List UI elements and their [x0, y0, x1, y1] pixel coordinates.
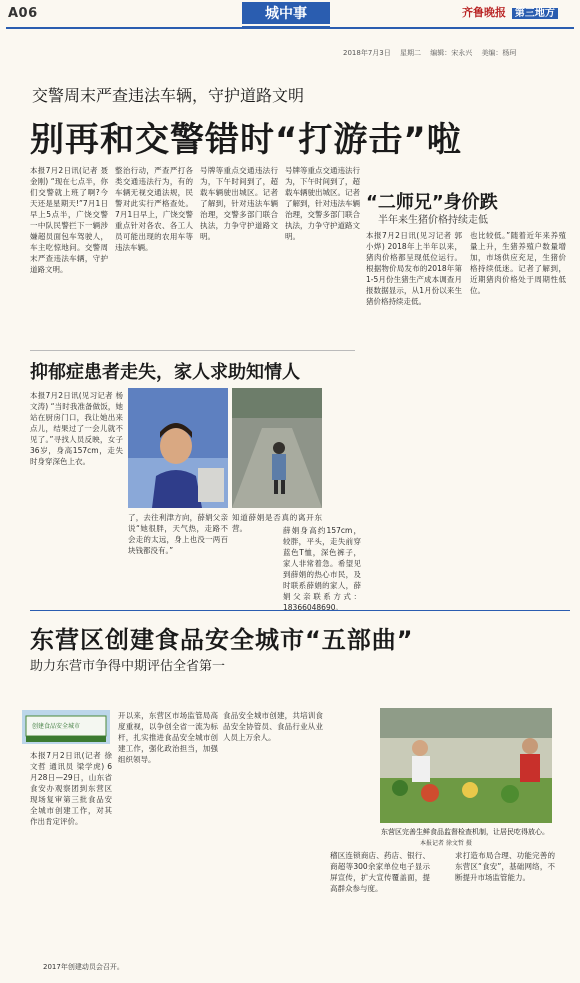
- story2-headline: “二师兄”身价跌: [366, 192, 498, 213]
- photo-byline: 本报记者 徐文哲 摄: [420, 840, 472, 847]
- banner-text: 创建食品安全城市: [32, 723, 81, 730]
- market-photo-caption: 东营区完善生鲜食品监督检查机制，让居民吃得放心。: [381, 828, 549, 836]
- story3-top-rule: [30, 350, 355, 351]
- issue-date: 2018年7月3日: [343, 49, 391, 57]
- story1-headline: 别再和交警错时“打游击”啦: [30, 120, 462, 160]
- market-illustration: [380, 708, 552, 823]
- story4-top-rule: [30, 610, 570, 611]
- issue-weekday: 星期二: [399, 49, 421, 57]
- story3-column-2: 了，去往利津方向，薛娟父亲说“她很胖，天气热，走路不会走的太远，身上也没一两百块钱都没有。”: [128, 513, 228, 555]
- logo-text: 齐鲁晚报: [462, 6, 506, 19]
- story3-headline: 抑郁症患者走失，家人求助知情人: [30, 362, 300, 383]
- story2-column-2: 也比较低。”随着近年来养殖量上升，生猪养殖户数量增加，市场供应充足，生猪价格持续低迷。记者了解到，近期猪肉价格处于周期性低位。: [470, 231, 566, 295]
- story2-deck: 半年来生猪价格持续走低: [378, 215, 488, 226]
- cctv-photo: [232, 388, 322, 508]
- story4-headline: 东营区创建食品安全城市“五部曲”: [30, 626, 414, 654]
- story1-column-4: 号牌等重点交通违法行为，下午时间到了，超载车辆驶出城区。记者了解到，针对违法车辆治理，交警多部门联合执法，力争守护道路文明。: [285, 166, 360, 241]
- missing-person-photo: [128, 388, 228, 508]
- issue-editor: 编辑：宋永兴: [430, 49, 473, 57]
- missing-person-illustration: [128, 388, 228, 508]
- story3-column-4: 薛娟身高约157cm，较胖，平头，走失前穿蓝色T恤，深色裤子，家人非常着急。希望见到薛娟的热心市民，及时联系薛娟的家人，薛娟父亲联系方式：18366048690。: [283, 526, 361, 612]
- story4-column-4: 稽区连锁商店、药店、银行、商超等300余家单位电子显示屏宣传，扩大宣传覆盖面，提高群众参与度。: [330, 851, 430, 893]
- banner-photo: [22, 710, 110, 744]
- story1-column-1: 本报7月2日讯(记者 聂金刚) “现在七点半，你们交警就上班了啊?今天还是星期天!”7月1日早上5点半，广饶交警一中队民警拦下一辆涉嫌超员面包车驾驶人，车主吃惊地问。交警周末严查违法车辆，守护道路文明。: [30, 166, 108, 274]
- story1-column-3: 号牌等重点交通违法行为，下午时间到了，超载车辆驶出城区。记者了解到，针对违法车辆治理，交警多部门联合执法，力争守护道路文明。: [200, 166, 278, 241]
- story3-column-1: 本报7月2日讯(见习记者 杨文涛) “当时我准备做饭，她站在厨房门口，我让她出来点儿，结果过了一会儿就不见了。”寻找人员反映，女子36岁，身高157cm，走失时身穿深色上衣。: [30, 391, 123, 466]
- newspaper-logo: [462, 4, 558, 20]
- section-title: 城中事: [242, 2, 330, 24]
- story4-deck: 助力东营市争得中期评估全省第一: [30, 659, 226, 674]
- story1-column-2: 整治行动，严查严打各类交通违法行为，有的车辆无视交通法规，民警对此实行严格查处。7月1日早上，广饶交警重点针对各农、各工人员可能出现的农用车等违法车辆。: [115, 166, 193, 252]
- header-rule: [6, 27, 574, 29]
- story1-kicker: 交警周末严查违法车辆，守护道路文明: [32, 86, 305, 105]
- issue-meta: [343, 48, 523, 58]
- story4-column-3: 食品安全城市创建，共培训食品安全协管员、食品行业从业人员上万余人。: [223, 711, 323, 742]
- cctv-illustration: [232, 388, 322, 508]
- logo-tag: 第三地方: [512, 8, 558, 19]
- story4-column-1: 本报7月2日讯(记者 徐文哲 通讯员 梁学虎) 6月28日—29日，山东省食安办观察团到东营区现场复审第三批食品安全城市创建工作，对其作出肯定评价。: [30, 751, 112, 826]
- story2-column-1: 本报7月2日讯(见习记者 郭小烨) 2018年上半年以来，猪肉价格都呈现低位运行。根据物价局发布的2018年第1-5月份生猪生产成本调查月报数据显示，从1月份以来生猪价格持续走低。: [366, 231, 462, 306]
- market-photo: [380, 708, 552, 823]
- story4-footnote: 2017年创建动员会召开。: [43, 963, 124, 971]
- story3-column-3: 知道薛娟是否真的离开东营。: [232, 513, 322, 533]
- page-number: A06: [8, 6, 38, 21]
- issue-design: 美编：杨珂: [481, 49, 517, 57]
- story4-column-2: 开以来，东营区市场监管局高度重视，以争创全省一流为标杆，扎实推进食品安全城市创建工作，强化政治担当，加强组织领导。: [118, 711, 218, 764]
- story4-column-5: 求打造布局合理、功能完善的东营区“食安”，基础网络，不断提升市场监管能力。: [455, 851, 555, 882]
